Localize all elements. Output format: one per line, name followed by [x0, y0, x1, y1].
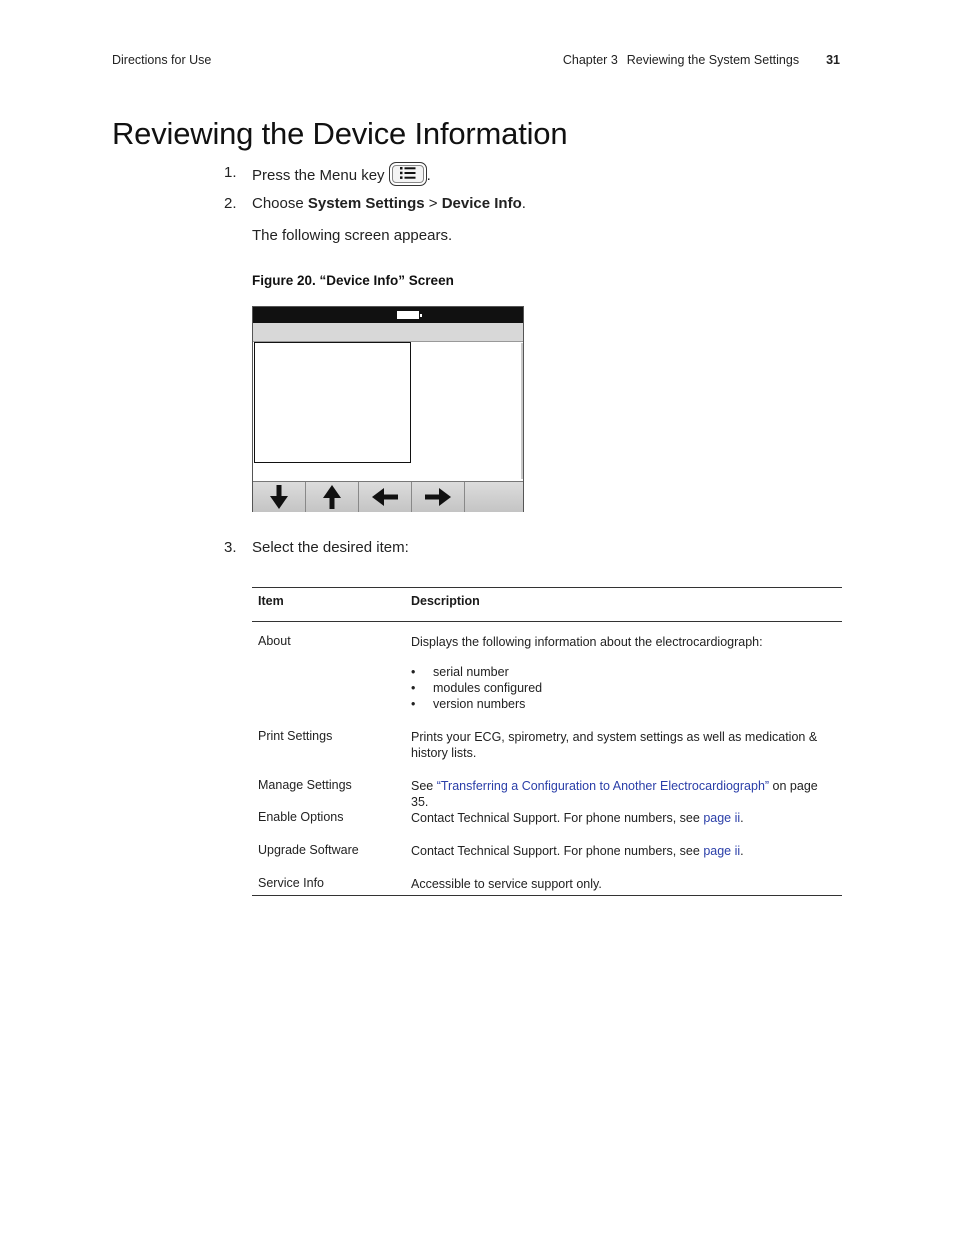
step-text: Select the desired item: — [252, 539, 409, 556]
row-description — [411, 843, 831, 859]
step-2-choose: Choose — [252, 195, 308, 212]
step-number: 3. — [224, 539, 237, 556]
header-chapter: Chapter 3 — [562, 53, 618, 67]
header-section: Reviewing the System Settings — [626, 53, 800, 67]
menu-key-icon — [389, 162, 427, 186]
arrow-down-icon — [270, 485, 288, 509]
arrow-right-icon — [425, 488, 451, 506]
row-description — [411, 634, 831, 712]
row-item: Upgrade Software — [258, 843, 359, 857]
running-header — [563, 53, 840, 67]
figure-caption: Figure 20. “Device Info” Screen — [252, 273, 454, 288]
row-description: Prints your ECG, spirometry, and system settings as well as medication & history lists. — [411, 730, 818, 760]
step-2-end: . — [521, 195, 526, 212]
softkey-up[interactable] — [306, 482, 359, 512]
header-doc-title: Directions for Use — [112, 53, 212, 67]
row-description-text: Contact Technical Support. For phone numbers, see — [411, 844, 704, 858]
device-info-screen — [252, 306, 524, 512]
row-description — [411, 810, 831, 826]
softkey-blank[interactable] — [465, 482, 523, 512]
cross-reference-link[interactable]: “Transferring a Configuration to Another Electrocardiograph” — [436, 779, 770, 793]
screen-status-bar — [253, 307, 523, 323]
arrow-left-icon — [372, 488, 398, 506]
row-description — [411, 778, 831, 810]
list-item: • modules configured — [411, 680, 831, 696]
step-number: 1. — [224, 164, 237, 181]
table-header — [252, 588, 842, 622]
row-item: Service Info — [258, 876, 325, 890]
battery-icon — [397, 311, 419, 319]
list-item: • version numbers — [411, 696, 831, 712]
list-item: • serial number — [411, 664, 831, 680]
row-item: Enable Options — [258, 810, 344, 824]
softkey-right[interactable] — [412, 482, 465, 512]
page-number: 31 — [826, 53, 840, 67]
table-body — [252, 622, 842, 895]
column-header-item: Item — [258, 594, 284, 608]
row-description-text: Displays the following information about the electrocardiograph: — [411, 635, 763, 649]
row-description-text: See — [411, 779, 437, 793]
bullet-list — [411, 664, 831, 712]
step-text — [252, 195, 526, 212]
step-number: 2. — [224, 195, 237, 212]
step-1-end: . — [426, 166, 431, 184]
menu-path-separator: > — [424, 195, 442, 212]
row-description-suffix: . — [740, 844, 744, 858]
row-item: Manage Settings — [258, 778, 352, 792]
row-description-suffix: on page 35. — [411, 779, 818, 809]
menu-path-device-info: Device Info — [441, 195, 522, 212]
softkey-down[interactable] — [253, 482, 306, 512]
page-title: Reviewing the Device Information — [112, 116, 568, 151]
row-item: Print Settings — [258, 729, 333, 743]
softkey-left[interactable] — [359, 482, 412, 512]
step-text — [252, 164, 431, 188]
row-description-suffix: . — [740, 811, 744, 825]
menu-path-system-settings: System Settings — [307, 195, 425, 212]
step-note: The following screen appears. — [252, 227, 453, 244]
row-description: Accessible to service support only. — [411, 877, 602, 891]
screen-menu-list — [254, 342, 411, 463]
column-header-description: Description — [411, 594, 480, 608]
page-ii-link[interactable]: page ii — [703, 844, 741, 858]
device-info-table — [252, 587, 842, 896]
row-description-text: Contact Technical Support. For phone numbers, see — [411, 811, 704, 825]
page-ii-link[interactable]: page ii — [703, 811, 741, 825]
screen-title-bar — [253, 323, 523, 342]
screen-softkey-bar — [253, 481, 523, 512]
step-1-text: Press the Menu key — [252, 166, 385, 184]
row-item: About — [258, 634, 291, 648]
screen-scrollbar — [521, 343, 523, 479]
arrow-up-icon — [323, 485, 341, 509]
